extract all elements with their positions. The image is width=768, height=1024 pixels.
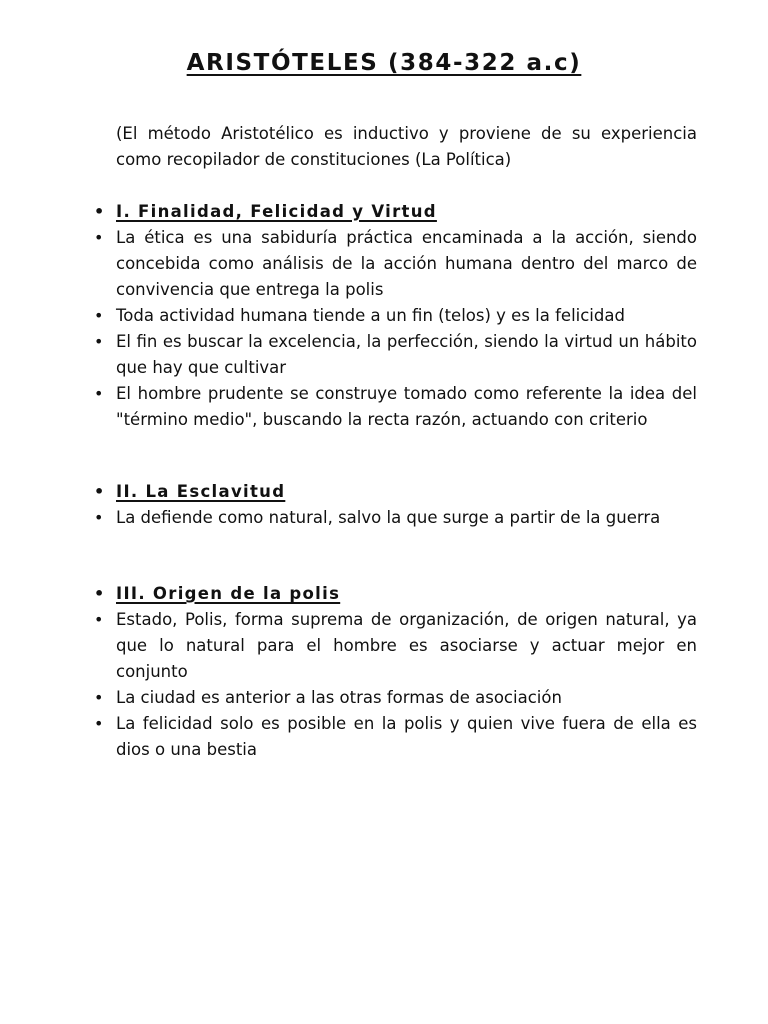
list-item: • Estado, Polis, forma suprema de organización, de origen natural, ya que lo natural para el hombre es asociarse y actuar mejor en conjunto <box>116 607 697 685</box>
section-heading-text: I. Finalidad, Felicidad y Virtud <box>116 202 437 221</box>
list-item: • Toda actividad humana tiende a un fin (telos) y es la felicidad <box>116 303 697 329</box>
list-item: • La ciudad es anterior a las otras formas de asociación <box>116 685 697 711</box>
list-item: • La felicidad solo es posible en la polis y quien vive fuera de ella es dios o una bestia <box>116 711 697 763</box>
section-esclavitud <box>116 479 697 531</box>
section-origen-polis <box>116 581 697 763</box>
intro-paragraph: (El método Aristotélico es inductivo y proviene de su experiencia como recopilador de constituciones (La Política) <box>116 124 697 169</box>
section-heading <box>116 479 697 505</box>
list-item: • La ética es una sabiduría práctica encaminada a la acción, siendo concebida como análisis de la acción humana dentro del marco de convivencia que entrega la polis <box>116 225 697 303</box>
section-heading-text: III. Origen de la polis <box>116 584 341 603</box>
section-heading <box>116 199 697 225</box>
list-item: • El hombre prudente se construye tomado como referente la idea del "término medio", buscando la recta razón, actuando con criterio <box>116 381 697 433</box>
list-item: • La defiende como natural, salvo la que surge a partir de la guerra <box>116 505 697 531</box>
section-finalidad <box>116 199 697 433</box>
list-item: • El fin es buscar la excelencia, la perfección, siendo la virtud un hábito que hay que cultivar <box>116 329 697 381</box>
document-title: ARISTÓTELES (384-322 a.c) <box>186 50 582 76</box>
section-heading <box>116 581 697 607</box>
section-heading-text: II. La Esclavitud <box>116 482 286 501</box>
